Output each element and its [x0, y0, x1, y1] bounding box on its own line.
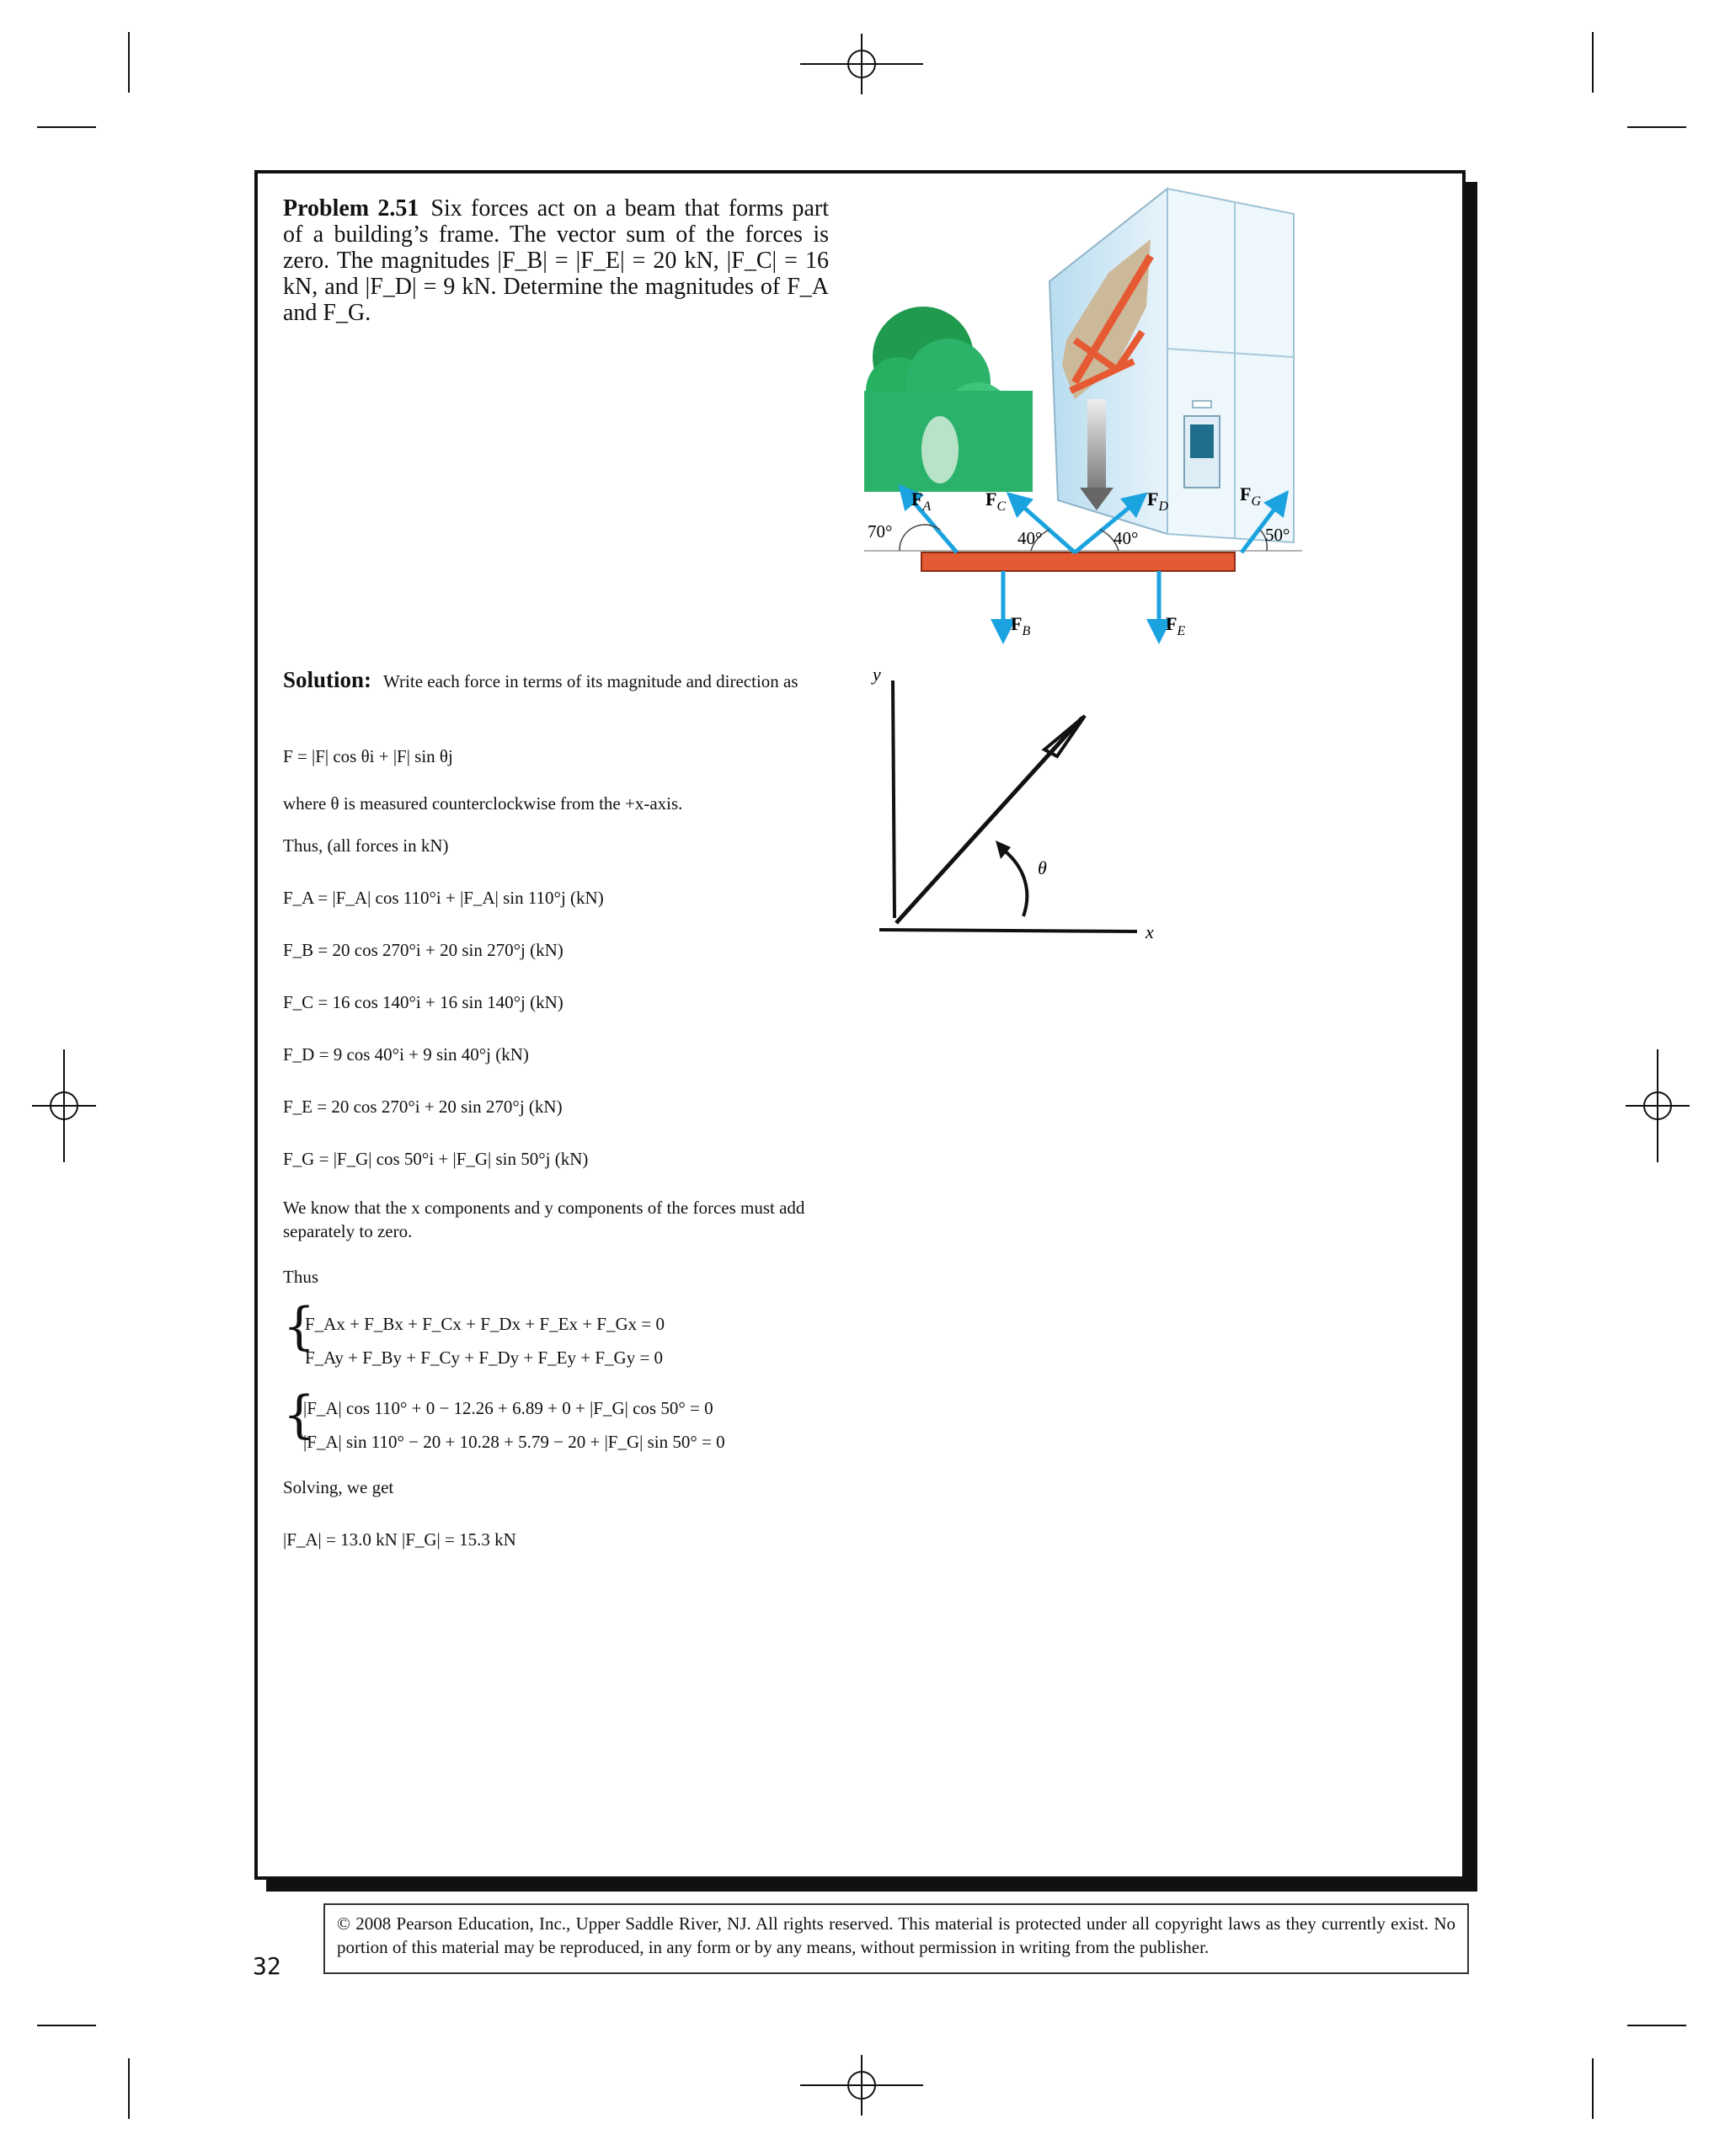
components-statement: We know that the x components and y components of the forces must add separately to zero. [283, 1198, 805, 1241]
crop-mark [37, 126, 96, 128]
force-equation-fb: F_B = 20 cos 270°i + 20 sin 270°j (kN) [283, 940, 563, 960]
crop-mark [128, 32, 130, 93]
theta-arc [1002, 849, 1027, 916]
y-axis [893, 680, 895, 918]
crop-mark [1627, 126, 1686, 128]
registration-mark-bottom [800, 2055, 923, 2116]
x-axis-label: x [1146, 921, 1154, 942]
registration-mark-left [32, 1049, 96, 1162]
solution-intro [283, 668, 830, 694]
copyright-notice: © 2008 Pearson Education, Inc., Upper Saddle River, NJ. All rights reserved. This material is protected under all copyright laws as they currently exist. No portion of this material may be reproduced, in any form or by any means, without permission in writing from the publisher. [323, 1903, 1469, 1974]
force-equation-fa: F_A = |F_A| cos 110°i + |F_A| sin 110°j (kN) [283, 888, 604, 908]
trees-illustration [864, 307, 1033, 492]
force-equation-fe: F_E = 20 cos 270°i + 20 sin 270°j (kN) [283, 1097, 563, 1117]
final-result: |F_A| = 13.0 kN |F_G| = 15.3 kN [283, 1529, 516, 1550]
page-number: 32 [253, 1952, 281, 1980]
theta-label: θ [1038, 857, 1047, 878]
sum-y-equation: F_Ay + F_By + F_Cy + F_Dy + F_Ey + F_Gy = 0 [305, 1348, 664, 1368]
sum-x-equation: F_Ax + F_Bx + F_Cx + F_Dx + F_Ex + F_Gx = 0 [305, 1314, 665, 1334]
building-illustration [1049, 189, 1294, 542]
x-axis [879, 930, 1137, 931]
label-fc: $F_C$ [985, 488, 1007, 514]
label-fd: $F_D$ [1147, 488, 1169, 514]
registration-mark-top [800, 34, 923, 94]
numeric-y-equation: |F_A| sin 110° − 20 + 10.28 + 5.79 − 20 + |F_G| sin 50° = 0 [303, 1432, 725, 1452]
y-axis-label: y [873, 665, 881, 685]
system-brace: { [283, 1297, 316, 1356]
force-equation-fd: F_D = 9 cos 40°i + 9 sin 40°j (kN) [283, 1044, 529, 1065]
angle-label-50: 50° [1265, 525, 1290, 545]
numeric-x-equation: |F_A| cos 110° + 0 − 12.26 + 6.89 + 0 + |F_G| cos 50° = 0 [303, 1398, 713, 1418]
axes-sketch [868, 665, 1171, 952]
angle-label-40-left: 40° [1017, 528, 1043, 548]
crop-mark [1592, 2058, 1594, 2119]
angle-label-70: 70° [868, 521, 893, 542]
crop-mark [1592, 32, 1594, 93]
beam-force-figure [864, 180, 1302, 652]
crop-mark [1627, 2025, 1686, 2026]
system-brace: { [283, 1385, 316, 1444]
angle-definition: where θ is measured counterclockwise from the +x-axis. [283, 793, 683, 814]
beam [921, 552, 1235, 571]
force-equation-fg: F_G = |F_G| cos 50°i + |F_G| sin 50°j (kN) [283, 1149, 589, 1169]
solving-label: Solving, we get [283, 1477, 394, 1497]
crop-mark [37, 2025, 96, 2026]
thus-label: Thus [283, 1267, 318, 1287]
label-fg: $F_G$ [1240, 483, 1262, 509]
force-vector-sketch [896, 718, 1082, 923]
label-fe: $F_E$ [1166, 613, 1186, 638]
angle-label-40-right: 40° [1114, 528, 1139, 548]
label-fb: $F_B$ [1011, 613, 1031, 638]
problem-statement [283, 195, 829, 326]
label-fa: $F_A$ [911, 488, 932, 514]
units-note: Thus, (all forces in kN) [283, 835, 449, 856]
force-equation-fc: F_C = 16 cos 140°i + 16 sin 140°j (kN) [283, 992, 563, 1012]
problem-text: Six forces act on a beam that forms part of a building’s frame. The vector sum of the forces is zero. The magnitudes |F_B| = |F_E| = 20 kN, |F_C| = 16 kN, and |F_D| = 9 kN. Determine the magnitudes of F_A and F_G. [283, 195, 829, 326]
problem-number: Problem 2.51 [283, 195, 419, 221]
solution-intro-text: Write each force in terms of its magnitude and direction as [383, 671, 798, 691]
registration-mark-right [1626, 1049, 1690, 1162]
crop-mark [128, 2058, 130, 2119]
general-formula: F = |F| cos θi + |F| sin θj [283, 746, 453, 766]
solution-heading: Solution: [283, 667, 372, 692]
